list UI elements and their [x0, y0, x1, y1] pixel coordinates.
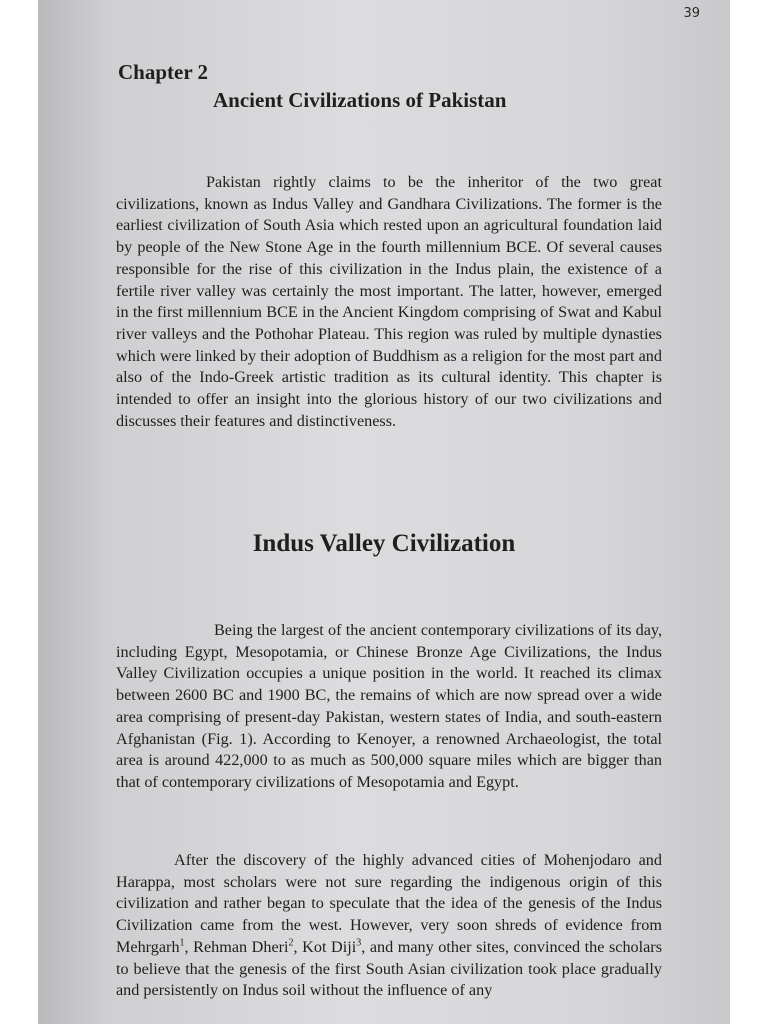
book-page [38, 0, 730, 1024]
paragraph-2-text-1: After the discovery of the highly advanced cities of Mohenjodaro and Harappa, most scholars were not sure regarding the indigenous origin of this civilization and rather began to speculate that the idea of the genesis of the Indus Civilization came from the west. However, very soon shreds of evidence from Mehrgarh [116, 851, 662, 956]
footnote-marker-3: 3 [356, 937, 362, 949]
chapter-label: Chapter 2 [118, 60, 209, 84]
section-heading: Indus Valley Civilization [252, 530, 516, 557]
footnote-marker-2: 2 [288, 937, 294, 949]
footnote-marker-1: 1 [179, 937, 185, 949]
right-margin [730, 0, 768, 1024]
section-paragraph-2 [116, 850, 662, 1002]
paragraph-2-text-3: , Kot Diji [293, 937, 357, 956]
paragraph-2-text-4: , and many other sites, convinced the scholars to believe that the genesis of the first South Asian civilization took place gradually and persistently on Indus soil without the influence of any [116, 937, 662, 1000]
left-margin [0, 0, 38, 1024]
intro-paragraph: Pakistan rightly claims to be the inheritor of the two great civilizations, known as Indus Valley and Gandhara Civilizations. The former is the earliest civilization of South Asia which rested upon an agricultural foundation laid by people of the New Stone Age in the fourth millennium BCE. Of several causes responsible for the rise of this civilization in the Indus plain, the existence of a fertile river valley was certainly the most important. The latter, however, emerged in the first millennium BCE in the Ancient Kingdom comprising of Swat and Kabul river valleys and the Pothohar Plateau. This region was ruled by multiple dynasties which were linked by their adoption of Buddhism as a religion for the most part and also of the Indo-Greek artistic tradition as its cultural identity. This chapter is intended to offer an insight into the glorious history of our two civilizations and discusses their features and distinctiveness. [116, 173, 662, 430]
chapter-title: Ancient Civilizations of Pakistan [213, 88, 507, 112]
section-paragraph-1: Being the largest of the ancient contemporary civilizations of its day, including Egypt, Mesopotamia, or Chinese Bronze Age Civilizations, the Indus Valley Civilization occupies a unique position in the world. It reached its climax between 2600 BC and 1900 BC, the remains of which are now spread over a wide area comprising of present-day Pakistan, western states of India, and south-eastern Afghanistan (Fig. 1). According to Kenoyer, a renowned Archaeologist, the total area is around 422,000 to as much as 500,000 square miles which are bigger than that of contemporary civilizations of Mesopotamia and Egypt. [116, 621, 662, 791]
page-number: 39 [683, 6, 700, 21]
paragraph-2-text-2: , Rehman Dheri [184, 937, 289, 956]
